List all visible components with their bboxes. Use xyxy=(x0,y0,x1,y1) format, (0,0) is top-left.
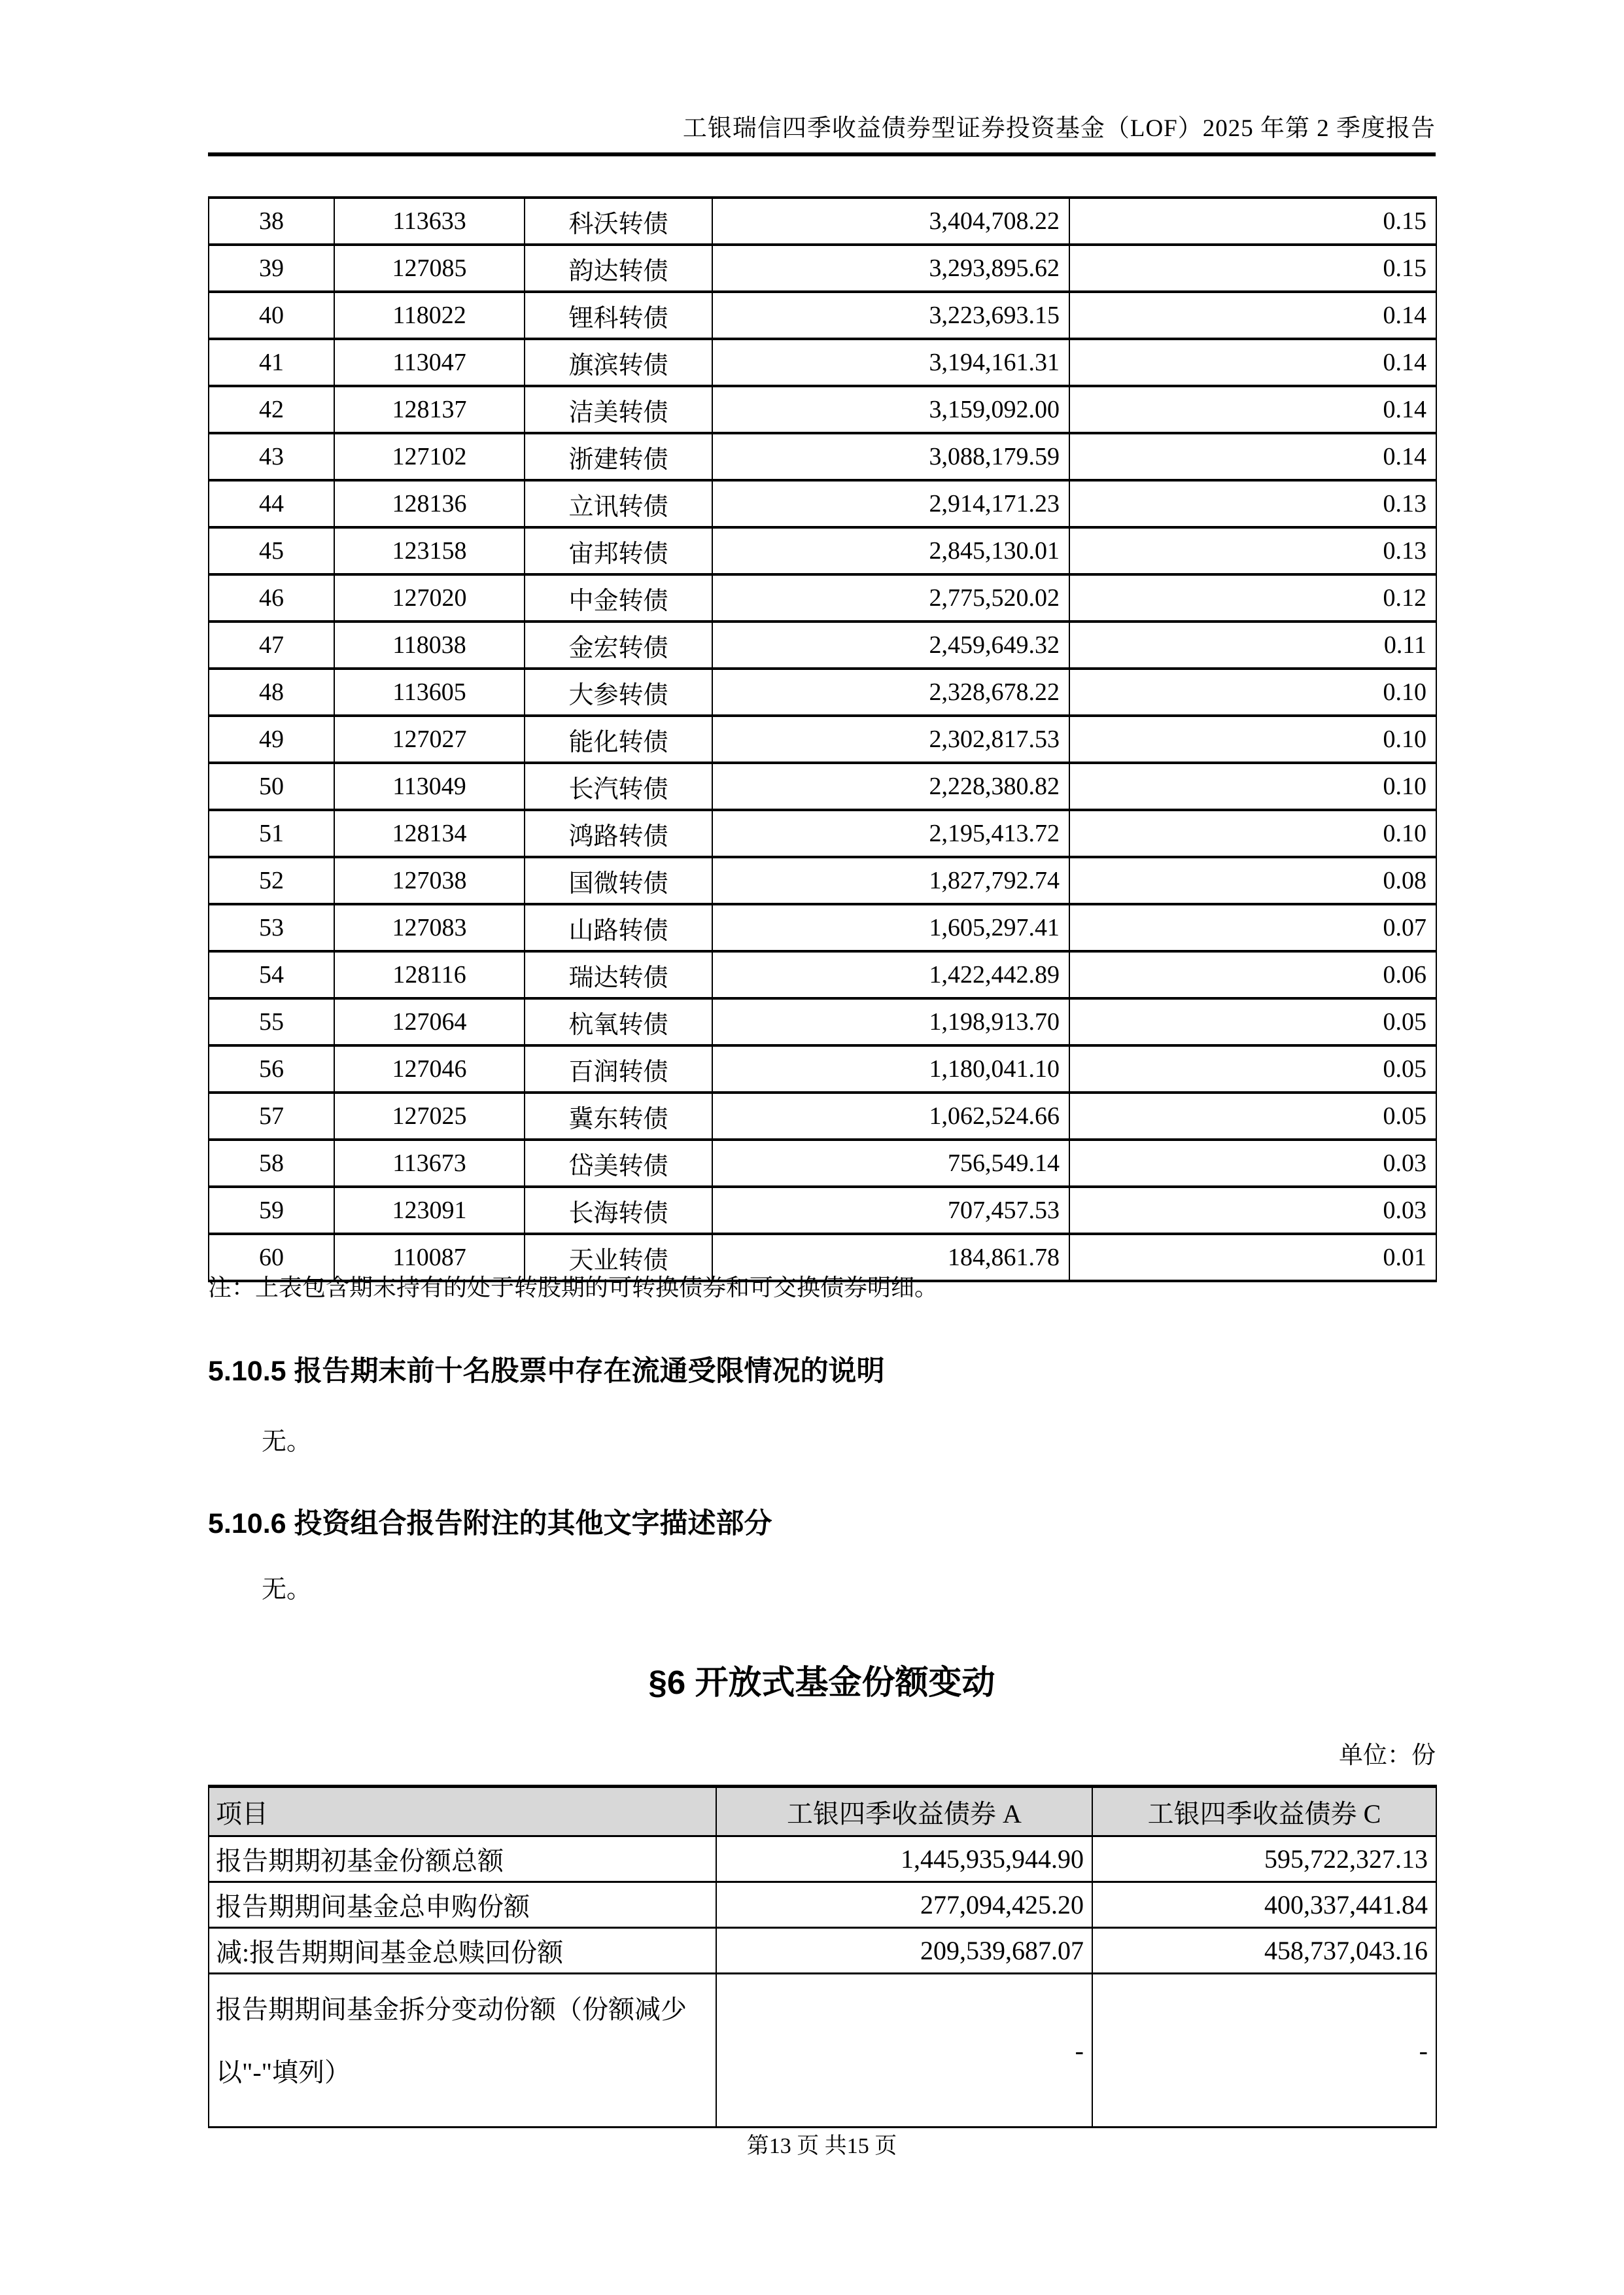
bond-name-cell: 长汽转债 xyxy=(525,763,712,810)
report-header-title: 工银瑞信四季收益债券型证券投资基金（LOF）2025 年第 2 季度报告 xyxy=(682,115,1436,142)
bond-ratio-cell: 0.07 xyxy=(1069,904,1436,951)
bond-code-cell: 123091 xyxy=(334,1187,525,1234)
bond-value-cell: 3,194,161.31 xyxy=(712,339,1069,386)
share-class-a-cell: 1,445,935,944.90 xyxy=(716,1836,1092,1882)
share-table-row xyxy=(209,1882,1436,1928)
bond-table-body xyxy=(209,198,1436,1281)
bond-ratio-cell: 0.08 xyxy=(1069,857,1436,904)
bond-table-row xyxy=(209,1140,1436,1187)
share-class-a-cell: - xyxy=(716,1974,1092,2128)
share-table-row xyxy=(209,1928,1436,1974)
bond-table-row xyxy=(209,904,1436,951)
bond-name-cell: 长海转债 xyxy=(525,1187,712,1234)
bond-name-cell: 山路转债 xyxy=(525,904,712,951)
bond-seq-cell: 57 xyxy=(209,1093,334,1140)
bond-table-row xyxy=(209,622,1436,669)
bond-seq-cell: 44 xyxy=(209,480,334,527)
bond-value-cell: 1,827,792.74 xyxy=(712,857,1069,904)
bond-ratio-cell: 0.03 xyxy=(1069,1140,1436,1187)
bond-seq-cell: 45 xyxy=(209,527,334,574)
bond-table-row xyxy=(209,763,1436,810)
bond-ratio-cell: 0.15 xyxy=(1069,198,1436,245)
page-number: 第13 页 共15 页 xyxy=(746,2134,897,2158)
bond-seq-cell: 46 xyxy=(209,574,334,622)
bond-value-cell: 3,404,708.22 xyxy=(712,198,1069,245)
bond-seq-cell: 47 xyxy=(209,622,334,669)
bond-name-cell: 中金转债 xyxy=(525,574,712,622)
bond-code-cell: 127038 xyxy=(334,857,525,904)
share-table-row xyxy=(209,1974,1436,2128)
bond-ratio-cell: 0.14 xyxy=(1069,386,1436,433)
section-5-10-5-body: 无。 xyxy=(262,1428,312,1456)
bond-ratio-cell: 0.11 xyxy=(1069,622,1436,669)
share-table-body xyxy=(209,1836,1436,2128)
bond-ratio-cell: 0.14 xyxy=(1069,292,1436,339)
bond-code-cell: 128137 xyxy=(334,386,525,433)
bond-name-cell: 金宏转债 xyxy=(525,622,712,669)
bond-code-cell: 113673 xyxy=(334,1140,525,1187)
section-5-10-6-body: 无。 xyxy=(262,1576,312,1603)
bond-name-cell: 天业转债 xyxy=(525,1234,712,1281)
bond-seq-cell: 56 xyxy=(209,1045,334,1093)
bond-holdings-table xyxy=(208,196,1437,1282)
bond-table-row xyxy=(209,527,1436,574)
bond-code-cell: 127020 xyxy=(334,574,525,622)
bond-ratio-cell: 0.12 xyxy=(1069,574,1436,622)
bond-value-cell: 2,845,130.01 xyxy=(712,527,1069,574)
bond-seq-cell: 39 xyxy=(209,245,334,292)
bond-ratio-cell: 0.14 xyxy=(1069,339,1436,386)
bond-code-cell: 127025 xyxy=(334,1093,525,1140)
share-item-cell: 减:报告期期间基金总赎回份额 xyxy=(209,1928,716,1974)
bond-ratio-cell: 0.05 xyxy=(1069,1093,1436,1140)
share-item-cell: 报告期期间基金拆分变动份额（份额减少以"-"填列） xyxy=(209,1974,716,2128)
unit-label: 单位：份 xyxy=(1339,1742,1436,1769)
share-table-header-class-a: 工银四季收益债券 A xyxy=(716,1787,1092,1836)
bond-ratio-cell: 0.06 xyxy=(1069,951,1436,998)
share-class-a-cell: 277,094,425.20 xyxy=(716,1882,1092,1928)
bond-name-cell: 旗滨转债 xyxy=(525,339,712,386)
share-table-header-row xyxy=(209,1787,1436,1836)
bond-name-cell: 立讯转债 xyxy=(525,480,712,527)
bond-value-cell: 2,775,520.02 xyxy=(712,574,1069,622)
bond-value-cell: 3,088,179.59 xyxy=(712,433,1069,480)
bond-code-cell: 118022 xyxy=(334,292,525,339)
bond-name-cell: 浙建转债 xyxy=(525,433,712,480)
share-class-c-cell: - xyxy=(1092,1974,1436,2128)
header-rule xyxy=(208,152,1436,156)
bond-value-cell: 1,198,913.70 xyxy=(712,998,1069,1045)
bond-ratio-cell: 0.10 xyxy=(1069,763,1436,810)
bond-ratio-cell: 0.05 xyxy=(1069,1045,1436,1093)
bond-seq-cell: 55 xyxy=(209,998,334,1045)
bond-name-cell: 瑞达转债 xyxy=(525,951,712,998)
bond-name-cell: 洁美转债 xyxy=(525,386,712,433)
bond-table-row xyxy=(209,1045,1436,1093)
bond-name-cell: 岱美转债 xyxy=(525,1140,712,1187)
bond-table-row xyxy=(209,1187,1436,1234)
bond-table-row xyxy=(209,386,1436,433)
bond-seq-cell: 48 xyxy=(209,669,334,716)
bond-value-cell: 2,914,171.23 xyxy=(712,480,1069,527)
bond-ratio-cell: 0.01 xyxy=(1069,1234,1436,1281)
bond-table-row xyxy=(209,480,1436,527)
table-note: 注：上表包含期末持有的处于转股期的可转换债券和可交换债券明细。 xyxy=(208,1274,939,1301)
bond-code-cell: 128136 xyxy=(334,480,525,527)
bond-code-cell: 128134 xyxy=(334,810,525,857)
bond-value-cell: 707,457.53 xyxy=(712,1187,1069,1234)
bond-seq-cell: 38 xyxy=(209,198,334,245)
bond-code-cell: 127027 xyxy=(334,716,525,763)
bond-code-cell: 123158 xyxy=(334,527,525,574)
bond-seq-cell: 54 xyxy=(209,951,334,998)
bond-code-cell: 110087 xyxy=(334,1234,525,1281)
bond-ratio-cell: 0.10 xyxy=(1069,716,1436,763)
bond-seq-cell: 53 xyxy=(209,904,334,951)
bond-table-row xyxy=(209,339,1436,386)
bond-ratio-cell: 0.13 xyxy=(1069,480,1436,527)
bond-seq-cell: 58 xyxy=(209,1140,334,1187)
share-table-row xyxy=(209,1836,1436,1882)
bond-ratio-cell: 0.10 xyxy=(1069,810,1436,857)
bond-value-cell: 3,293,895.62 xyxy=(712,245,1069,292)
bond-value-cell: 2,195,413.72 xyxy=(712,810,1069,857)
bond-code-cell: 127046 xyxy=(334,1045,525,1093)
bond-seq-cell: 60 xyxy=(209,1234,334,1281)
share-class-c-cell: 458,737,043.16 xyxy=(1092,1928,1436,1974)
share-table-header-class-c: 工银四季收益债券 C xyxy=(1092,1787,1436,1836)
bond-ratio-cell: 0.14 xyxy=(1069,433,1436,480)
bond-name-cell: 能化转债 xyxy=(525,716,712,763)
bond-value-cell: 1,180,041.10 xyxy=(712,1045,1069,1093)
bond-code-cell: 113049 xyxy=(334,763,525,810)
bond-value-cell: 2,302,817.53 xyxy=(712,716,1069,763)
bond-table-row xyxy=(209,433,1436,480)
bond-ratio-cell: 0.10 xyxy=(1069,669,1436,716)
section-5-10-5-heading: 5.10.5 报告期末前十名股票中存在流通受限情况的说明 xyxy=(208,1356,885,1387)
bond-name-cell: 冀东转债 xyxy=(525,1093,712,1140)
share-item-cell: 报告期期间基金总申购份额 xyxy=(209,1882,716,1928)
bond-ratio-cell: 0.05 xyxy=(1069,998,1436,1045)
bond-code-cell: 113633 xyxy=(334,198,525,245)
bond-seq-cell: 59 xyxy=(209,1187,334,1234)
bond-name-cell: 锂科转债 xyxy=(525,292,712,339)
bond-seq-cell: 50 xyxy=(209,763,334,810)
bond-value-cell: 2,228,380.82 xyxy=(712,763,1069,810)
share-item-cell: 报告期期初基金份额总额 xyxy=(209,1836,716,1882)
bond-table-row xyxy=(209,716,1436,763)
bond-code-cell: 127064 xyxy=(334,998,525,1045)
bond-name-cell: 宙邦转债 xyxy=(525,527,712,574)
bond-code-cell: 127085 xyxy=(334,245,525,292)
bond-value-cell: 3,159,092.00 xyxy=(712,386,1069,433)
bond-code-cell: 113047 xyxy=(334,339,525,386)
bond-code-cell: 127083 xyxy=(334,904,525,951)
bond-value-cell: 2,459,649.32 xyxy=(712,622,1069,669)
bond-table-row xyxy=(209,669,1436,716)
bond-seq-cell: 52 xyxy=(209,857,334,904)
bond-code-cell: 118038 xyxy=(334,622,525,669)
bond-value-cell: 184,861.78 xyxy=(712,1234,1069,1281)
bond-ratio-cell: 0.15 xyxy=(1069,245,1436,292)
bond-value-cell: 756,549.14 xyxy=(712,1140,1069,1187)
bond-seq-cell: 49 xyxy=(209,716,334,763)
share-class-a-cell: 209,539,687.07 xyxy=(716,1928,1092,1974)
bond-seq-cell: 51 xyxy=(209,810,334,857)
bond-name-cell: 百润转债 xyxy=(525,1045,712,1093)
bond-name-cell: 鸿路转债 xyxy=(525,810,712,857)
bond-code-cell: 113605 xyxy=(334,669,525,716)
share-change-table xyxy=(208,1785,1437,2128)
bond-seq-cell: 40 xyxy=(209,292,334,339)
bond-table-row xyxy=(209,1093,1436,1140)
bond-table-row xyxy=(209,998,1436,1045)
bond-value-cell: 1,605,297.41 xyxy=(712,904,1069,951)
bond-code-cell: 127102 xyxy=(334,433,525,480)
bond-table-row xyxy=(209,857,1436,904)
share-table-header-item: 项目 xyxy=(209,1787,716,1836)
share-class-c-cell: 400,337,441.84 xyxy=(1092,1882,1436,1928)
bond-table-row xyxy=(209,198,1436,245)
section-5-10-6-heading: 5.10.6 投资组合报告附注的其他文字描述部分 xyxy=(208,1508,772,1539)
bond-name-cell: 杭氧转债 xyxy=(525,998,712,1045)
bond-table-row xyxy=(209,292,1436,339)
bond-ratio-cell: 0.03 xyxy=(1069,1187,1436,1234)
bond-value-cell: 3,223,693.15 xyxy=(712,292,1069,339)
bond-table-row xyxy=(209,574,1436,622)
bond-table-row xyxy=(209,810,1436,857)
bond-seq-cell: 43 xyxy=(209,433,334,480)
bond-name-cell: 科沃转债 xyxy=(525,198,712,245)
bond-value-cell: 1,062,524.66 xyxy=(712,1093,1069,1140)
bond-value-cell: 1,422,442.89 xyxy=(712,951,1069,998)
share-class-c-cell: 595,722,327.13 xyxy=(1092,1836,1436,1882)
bond-seq-cell: 41 xyxy=(209,339,334,386)
bond-name-cell: 韵达转债 xyxy=(525,245,712,292)
bond-name-cell: 大参转债 xyxy=(525,669,712,716)
bond-seq-cell: 42 xyxy=(209,386,334,433)
bond-ratio-cell: 0.13 xyxy=(1069,527,1436,574)
bond-value-cell: 2,328,678.22 xyxy=(712,669,1069,716)
bond-table-row xyxy=(209,245,1436,292)
bond-name-cell: 国微转债 xyxy=(525,857,712,904)
chapter-6-heading: §6 开放式基金份额变动 xyxy=(648,1664,995,1701)
bond-code-cell: 128116 xyxy=(334,951,525,998)
bond-table-row xyxy=(209,951,1436,998)
